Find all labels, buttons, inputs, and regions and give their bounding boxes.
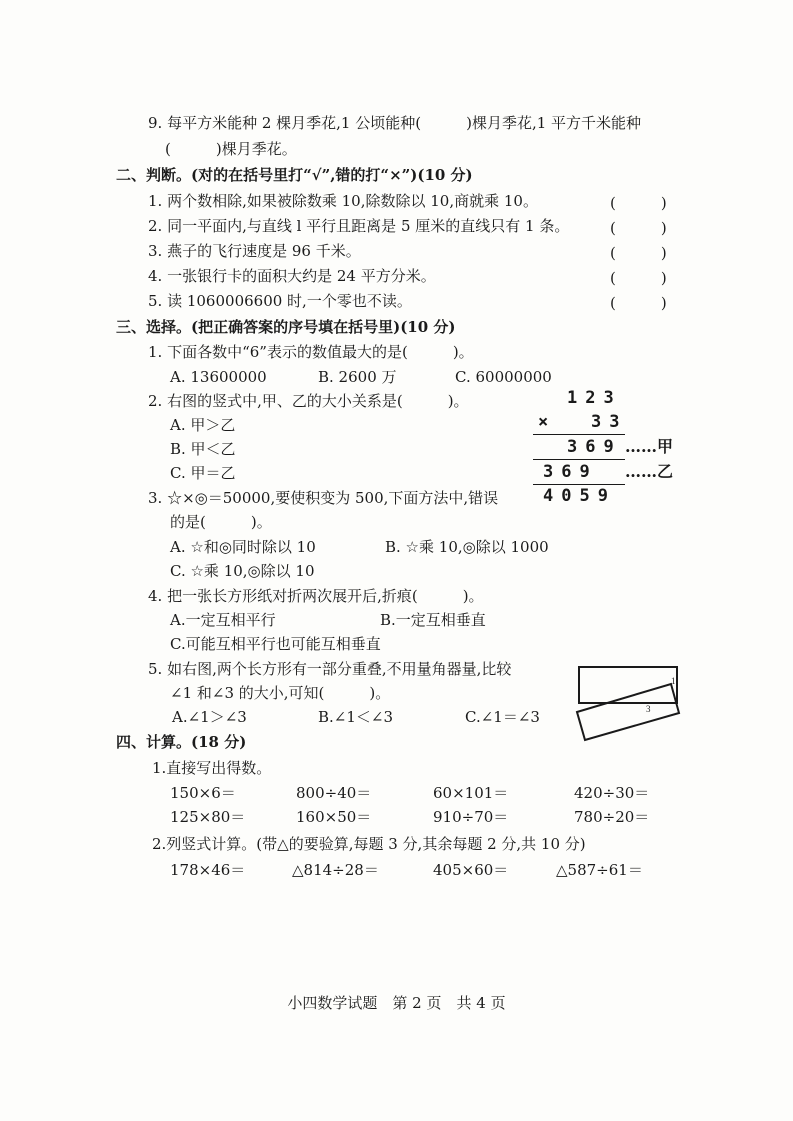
vertical-calc-item: △814÷28＝	[292, 861, 379, 879]
choice-q2-option-c: C. 甲＝乙	[170, 464, 236, 482]
judge-answer-2[interactable]: ( )	[610, 219, 667, 237]
vertical-calc-item: 178×46＝	[170, 861, 246, 879]
vertical-times-sign: ×	[538, 412, 557, 432]
vertical-row-multiplier: 33	[591, 412, 628, 432]
choice-q1-option-a: A. 13600000	[170, 368, 267, 386]
section2-title: 二、判断。(对的在括号里打“√”,错的打“×”)(10 分)	[116, 166, 473, 184]
calc-sub1-title: 1.直接写出得数。	[152, 759, 272, 777]
judge-item-4: 4. 一张银行卡的面积大约是 24 平方分米。	[148, 267, 436, 285]
choice-q4-option-a: A.一定互相平行	[170, 611, 276, 629]
choice-q1-option-b: B. 2600 万	[318, 368, 397, 386]
oral-calc-item: 780÷20＝	[574, 808, 650, 826]
q9-line2: ( )棵月季花。	[165, 140, 297, 158]
choice-q2-option-b: B. 甲＜乙	[170, 440, 236, 458]
vertical-calc-item: △587÷61＝	[556, 861, 643, 879]
choice-q2-option-a: A. 甲＞乙	[170, 416, 236, 434]
oral-calc-item: 60×101＝	[433, 784, 509, 802]
choice-q3-stem-line1: 3. ☆×◎＝50000,要使积变为 500,下面方法中,错误	[148, 489, 499, 507]
choice-q3-stem-line2: 的是( )。	[170, 513, 272, 531]
section3-title: 三、选择。(把正确答案的序号填在括号里)(10 分)	[116, 318, 456, 336]
choice-q3-option-b: B. ☆乘 10,◎除以 1000	[385, 538, 549, 556]
choice-q3-option-c: C. ☆乘 10,◎除以 10	[170, 562, 315, 580]
overlapping-rectangles-figure	[572, 660, 684, 744]
vertical-label-yi: ……乙	[625, 462, 674, 481]
judge-answer-5[interactable]: ( )	[610, 294, 667, 312]
choice-q5-option-a: A.∠1＞∠3	[172, 708, 247, 726]
choice-q4-option-c: C.可能互相平行也可能互相垂直	[170, 635, 381, 653]
judge-item-2: 2. 同一平面内,与直线 l 平行且距离是 5 厘米的直线只有 1 条。	[148, 217, 570, 235]
choice-q5-option-c: C.∠1＝∠3	[465, 708, 540, 726]
vertical-row-product: 4059	[543, 486, 616, 506]
choice-q5-option-b: B.∠1＜∠3	[318, 708, 394, 726]
choice-q4-stem: 4. 把一张长方形纸对折两次展开后,折痕( )。	[148, 587, 484, 605]
section4-title: 四、计算。(18 分)	[116, 733, 247, 751]
oral-calc-item: 160×50＝	[296, 808, 372, 826]
judge-item-5: 5. 读 1060006600 时,一个零也不读。	[148, 292, 412, 310]
rectangle-tilted	[577, 684, 679, 740]
choice-q3-option-a: A. ☆和◎同时除以 10	[170, 538, 316, 556]
vertical-calc-item: 405×60＝	[433, 861, 509, 879]
oral-calc-item: 150×6＝	[170, 784, 236, 802]
oral-calc-item: 800÷40＝	[296, 784, 372, 802]
choice-q1-option-c: C. 60000000	[455, 368, 552, 386]
page-footer: 小四数学试题 第 2 页 共 4 页	[287, 994, 506, 1012]
choice-q4-option-b: B.一定互相垂直	[380, 611, 486, 629]
choice-q2-stem: 2. 右图的竖式中,甲、乙的大小关系是( )。	[148, 392, 469, 410]
vertical-row-multiplicand: 123	[567, 388, 622, 408]
vertical-row-partial-1: 369	[567, 437, 622, 457]
judge-answer-3[interactable]: ( )	[610, 244, 667, 262]
oral-calc-item: 420÷30＝	[574, 784, 650, 802]
angle-1-label: 1	[671, 676, 676, 686]
angle-3-label: 3	[646, 704, 651, 714]
judge-answer-4[interactable]: ( )	[610, 269, 667, 287]
vertical-label-jia: ……甲	[625, 437, 674, 456]
vertical-row-partial-2: 369	[543, 462, 598, 482]
judge-answer-1[interactable]: ( )	[610, 194, 667, 212]
vertical-rule-1	[533, 434, 625, 435]
vertical-rule-2	[533, 459, 625, 460]
vertical-rule-3	[533, 484, 625, 485]
q9-line1: 9. 每平方米能种 2 棵月季花,1 公顷能种( )棵月季花,1 平方千米能种	[148, 114, 642, 132]
choice-q5-stem-line1: 5. 如右图,两个长方形有一部分重叠,不用量角器量,比较	[148, 660, 512, 678]
calc-sub2-title: 2.列竖式计算。(带△的要验算,每题 3 分,其余每题 2 分,共 10 分)	[152, 835, 586, 853]
judge-item-3: 3. 燕子的飞行速度是 96 千米。	[148, 242, 361, 260]
choice-q1-stem: 1. 下面各数中“6”表示的数值最大的是( )。	[148, 343, 474, 361]
oral-calc-item: 910÷70＝	[433, 808, 509, 826]
choice-q5-stem-line2: ∠1 和∠3 的大小,可知( )。	[170, 684, 391, 702]
oral-calc-item: 125×80＝	[170, 808, 246, 826]
judge-item-1: 1. 两个数相除,如果被除数乘 10,除数除以 10,商就乘 10。	[148, 192, 538, 210]
